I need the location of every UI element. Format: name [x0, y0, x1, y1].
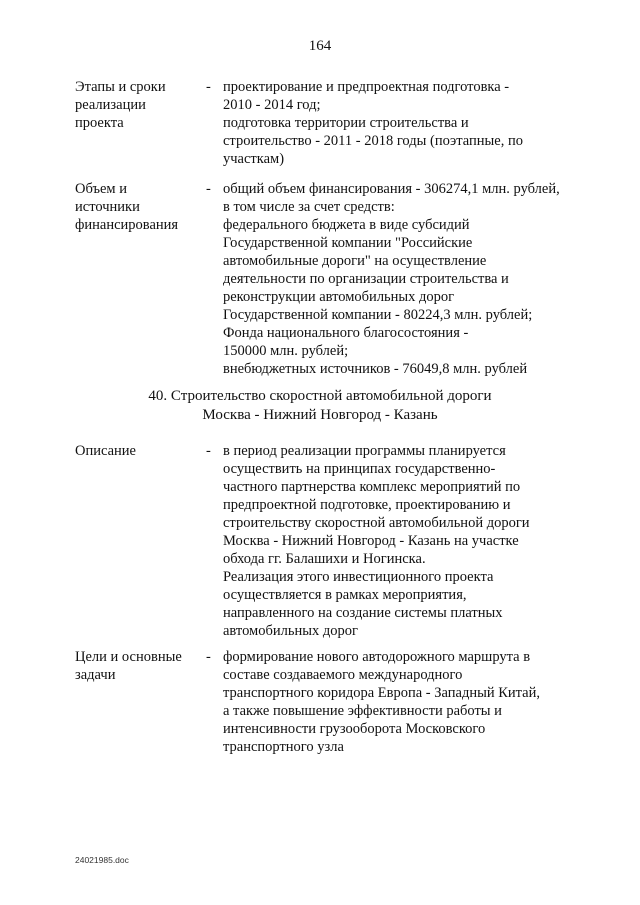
value-line: участкам) [223, 151, 285, 167]
value-line: в период реализации программы планируется [223, 443, 506, 459]
value-line: Реализация этого инвестиционного проекта [223, 569, 494, 585]
value-line: направленного на создание системы платных [223, 605, 503, 621]
page-number: 164 [308, 38, 332, 54]
value-line: реконструкции автомобильных дорог [223, 289, 455, 305]
field-dash: - [206, 649, 211, 665]
field-value [223, 442, 563, 640]
field-dash: - [206, 181, 211, 197]
value-line: Государственной компании - 80224,3 млн. рублей; [223, 307, 533, 323]
field-dash: - [206, 79, 211, 95]
value-line: строительству скоростной автомобильной дороги [223, 515, 530, 531]
section-heading [0, 387, 640, 425]
value-line: осуществить на принципах государственно- [223, 461, 496, 477]
value-line: проектирование и предпроектная подготовка - [223, 79, 510, 95]
value-line: автомобильных дорог [223, 623, 358, 639]
value-line: строительство - 2011 - 2018 годы (поэтапные, по [223, 133, 523, 149]
value-line: предпроектной подготовке, проектированию и [223, 497, 511, 513]
value-line: в том числе за счет средств: [223, 199, 395, 215]
document-filename: 24021985.doc [75, 855, 129, 865]
value-line: федерального бюджета в виде субсидий [223, 217, 470, 233]
field-label: Этапы и сроки реализации проекта [75, 79, 166, 131]
value-line: частного партнерства комплекс мероприятий по [223, 479, 521, 495]
value-line: автомобильные дороги" на осуществление [223, 253, 487, 269]
value-line: составе создаваемого международного [223, 667, 463, 683]
value-line: Москва - Нижний Новгород - Казань на участке [223, 533, 519, 549]
value-line: 2010 - 2014 год; [223, 97, 321, 113]
value-line: транспортного узла [223, 739, 344, 755]
field-value [223, 78, 563, 168]
field-value [223, 648, 563, 756]
value-line: транспортного коридора Европа - Западный Китай, [223, 685, 540, 701]
value-line: внебюджетных источников - 76049,8 млн. рублей [223, 361, 528, 377]
value-line: Фонда национального благосостояния - [223, 325, 469, 341]
value-line: а также повышение эффективности работы и [223, 703, 502, 719]
field-dash: - [206, 443, 211, 459]
value-line: 150000 млн. рублей; [223, 343, 349, 359]
value-line: общий объем финансирования - 306274,1 млн. рублей, [223, 181, 560, 197]
field-label: Объем и источники финансирования [75, 181, 179, 233]
value-line: интенсивности грузооборота Московского [223, 721, 486, 737]
value-line: подготовка территории строительства и [223, 115, 469, 131]
section-heading-line: 40. Строительство скоростной автомобильной дороги [148, 388, 492, 404]
value-line: формирование нового автодорожного маршрута в [223, 649, 531, 665]
value-line: Государственной компании "Российские [223, 235, 473, 251]
value-line: обхода гг. Балашихи и Ногинска. [223, 551, 426, 567]
field-value [223, 180, 563, 378]
value-line: осуществляется в рамках мероприятия, [223, 587, 467, 603]
value-line: деятельности по организации строительства и [223, 271, 509, 287]
section-heading-line: Москва - Нижний Новгород - Казань [202, 407, 438, 423]
field-label: Цели и основные задачи [75, 649, 182, 683]
field-label: Описание [75, 443, 136, 459]
